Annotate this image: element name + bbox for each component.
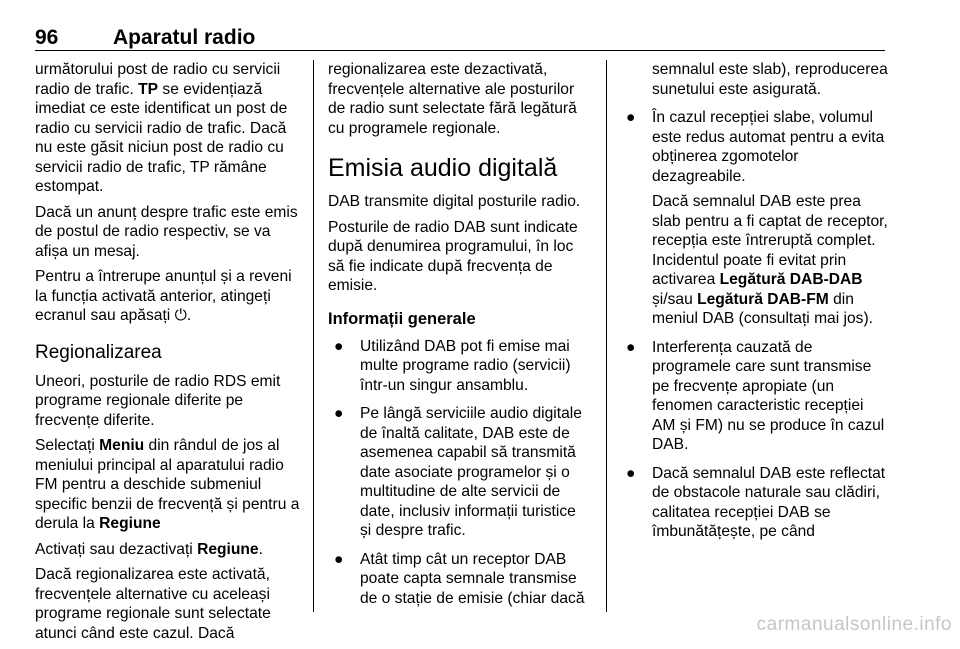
column-3 <box>620 60 888 551</box>
bullet-icon: ● <box>334 405 344 422</box>
list-item: ● Pe lângă serviciile audio digitale de înaltă calitate, DAB este de asemenea capabil să transmită date asociate programelor și o multitudine de alte servicii de date, inclusiv informații turistice și despre trafic. <box>334 405 582 539</box>
bullet-icon: ● <box>334 337 344 355</box>
page-number: 96 <box>35 26 59 49</box>
header-rule <box>35 50 885 51</box>
column-2 <box>328 60 590 617</box>
watermark: carmanualsonline.info <box>756 614 952 635</box>
list-item-detail: Dacă semnalul DAB este prea slab pentru a fi captat de receptor, recepția este întreruptă complet. Incidentul poate fi evitat prin activarea Legătură DAB-DAB și/sau Legătură DAB-FM din meniul DAB (consultați mai jos). <box>652 193 888 327</box>
list-item: ● Atât timp cât un receptor DAB poate capta semnale transmise de o stație de emisie (chiar dacă <box>334 550 585 607</box>
paragraph: Dacă regionalizarea este activată, frecvențele alternative cu aceleași programe regionale sunt selectate atunci când este cazul. Dacă <box>35 566 271 642</box>
paragraph: regionalizarea este dezactivată, frecvențele alternative ale posturilor de radio sunt selectate fără legătură cu programele regionale. <box>328 61 577 137</box>
bullet-icon: ● <box>334 550 344 568</box>
list-item: ● Utilizând DAB pot fi emise mai multe programe radio (servicii) într-un singur ansamblu. <box>334 337 571 394</box>
list-item: ● În cazul recepției slabe, volumul este redus automat pentru a evita obținerea zgomotelor dezagreabile. Dacă semnalul DAB este prea slab pentru a fi captat de receptor, recepția este întreruptă complet. Incidentul poate fi evitat prin activarea Legătură DAB-DAB și/sau Legătură DAB-FM din meniul DAB (consultați mai jos). <box>626 109 888 327</box>
paragraph: Selectați Meniu din rândul de jos al meniului principal al aparatului radio FM pentru a deschide submeniul specific benzii de frecvență și pentru a derula la Regiune <box>35 437 300 532</box>
paragraph: Posturile de radio DAB sunt indicate după denumirea programului, în loc să fie indicate după frecvența de emisie. <box>328 218 578 294</box>
running-title: Aparatul radio <box>113 26 256 49</box>
column-divider <box>313 60 314 612</box>
paragraph: Uneori, posturile de radio RDS emit programe regionale diferite pe frecvențe diferite. <box>35 372 281 429</box>
paragraph: Activați sau dezactivați Regiune. <box>35 540 263 558</box>
list-item: ● Dacă semnalul DAB este reflectat de obstacole naturale sau clădiri, calitatea recepției DAB se îmbunătățește, pe când <box>626 464 886 540</box>
list-item-continuation: semnalul este slab), reproducerea sunetului este asigurată. <box>652 61 888 98</box>
section-heading: Regionalizarea <box>35 341 162 363</box>
column-divider <box>606 60 607 612</box>
subsection-heading: Informații generale <box>328 309 476 328</box>
paragraph: DAB transmite digital posturile radio. <box>328 193 581 210</box>
column-1 <box>35 60 303 649</box>
list-item: ● Interferența cauzată de programele care sunt transmise pe frecvențe apropiate (un fenomen caracteristic recepției AM și FM) nu se produce în cazul DAB. <box>626 338 885 453</box>
paragraph: Dacă un anunț despre trafic este emis de postul de radio respectiv, se va afișa un mesaj. <box>35 203 298 260</box>
paragraph: Pentru a întrerupe anunțul și a reveni la funcția activată anterior, atingeți ecranul sau apăsați ⏻. <box>35 268 292 324</box>
paragraph: următorului post de radio cu servicii radio de trafic. TP se evidențiază imediat ce este identificat un post de radio cu servicii radio de trafic. Dacă nu este găsit niciun post de radio cu servicii radio de trafic, TP rămâne estompat. <box>35 61 288 195</box>
bullet-icon: ● <box>626 109 636 126</box>
bullet-icon: ● <box>626 464 636 482</box>
page-header <box>35 26 885 52</box>
bullet-icon: ● <box>626 338 636 356</box>
section-heading: Emisia audio digitală <box>328 154 558 182</box>
